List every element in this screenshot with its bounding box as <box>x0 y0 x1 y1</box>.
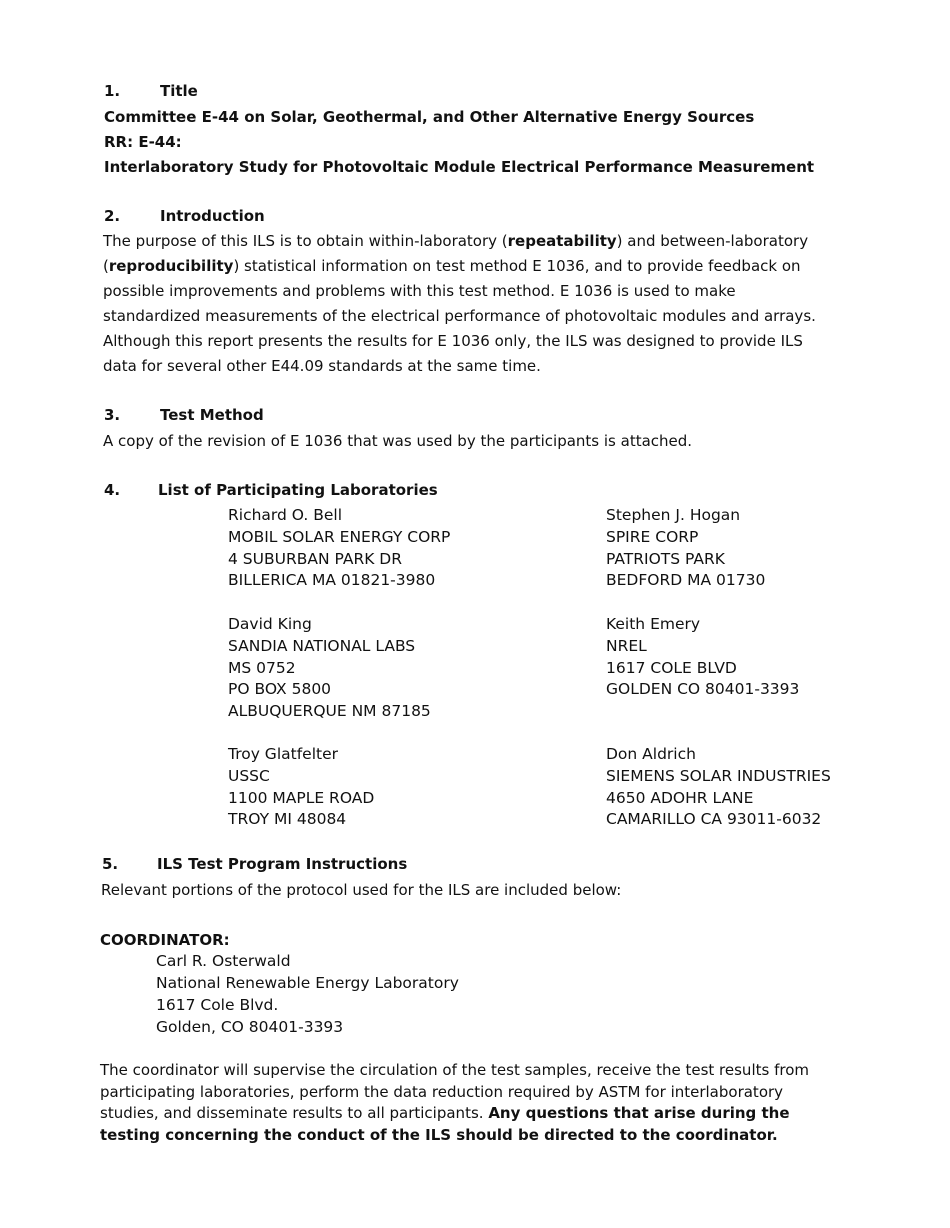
test-method-text: A copy of the revision of E 1036 that was used by the participants is attached. <box>103 432 693 450</box>
address-line: ALBUQUERQUE NM 87185 <box>228 702 431 721</box>
coordinator-line: Golden, CO 80401-3393 <box>156 1018 344 1036</box>
address-line: PO BOX 5800 <box>228 680 332 699</box>
address-line: CAMARILLO CA 93011-6032 <box>606 810 822 829</box>
ils-instructions-text: Relevant portions of the protocol used for the ILS are included below: <box>101 881 622 899</box>
section-2-title: Introduction <box>160 207 265 225</box>
address-line: TROY MI 48084 <box>228 810 347 829</box>
coordinator-line: National Renewable Energy Laboratory <box>156 974 459 992</box>
closing-paragraph <box>100 1060 835 1146</box>
lab-address-hogan <box>606 505 765 592</box>
address-line: Richard O. Bell <box>228 506 342 524</box>
intro-text-1: The purpose of this ILS is to obtain within-laboratory ( <box>103 232 508 250</box>
address-line: MOBIL SOLAR ENERGY CORP <box>228 527 451 546</box>
section-3-title: Test Method <box>160 406 264 424</box>
address-line: SIEMENS SOLAR INDUSTRIES <box>606 766 831 785</box>
address-line: GOLDEN CO 80401-3393 <box>606 680 800 699</box>
intro-text-4: ) statistical information on test method E 1036, and to provide feedback on possible improvements and problems with this test method. E 1036 is used to make standardized measurements of the electrical performance of photovoltaic modules and arrays. Although this report presents the results for E 1036 only, the ILS was designed to provide ILS data for several other E44.09 standards at the same time. <box>103 257 816 375</box>
coordinator-line: 1617 Cole Blvd. <box>156 996 279 1014</box>
address-line: BILLERICA MA 01821-3980 <box>228 571 436 590</box>
lab-address-glatfelter <box>228 744 374 831</box>
lab-address-king <box>228 614 431 723</box>
address-line: 4 SUBURBAN PARK DR <box>228 549 403 568</box>
address-line: Don Aldrich <box>606 745 696 763</box>
reproducibility-term: reproducibility <box>108 257 234 275</box>
intro-text-2: ) and between-laboratory <box>616 232 809 250</box>
closing-bold-text: Any questions that arise during the testing concerning the conduct of the ILS should be directed to the coordinator. <box>100 1104 790 1144</box>
committee-line: Committee E-44 on Solar, Geothermal, and Other Alternative Energy Sources <box>104 108 755 126</box>
repeatability-term: repeatability <box>507 232 617 250</box>
closing-text: The coordinator will supervise the circulation of the test samples, receive the test results from participating laboratories, perform the data reduction required by ASTM for interlaboratory studies, and disseminate results to all participants. <box>100 1061 809 1122</box>
address-line: BEDFORD MA 01730 <box>606 571 766 590</box>
address-line: David King <box>228 615 312 633</box>
lab-address-aldrich <box>606 744 831 831</box>
address-line: MS 0752 <box>228 658 296 677</box>
coordinator-address <box>156 950 459 1038</box>
address-line: Troy Glatfelter <box>228 745 338 763</box>
section-2-number: 2. <box>104 207 121 225</box>
coordinator-line: Carl R. Osterwald <box>156 952 291 970</box>
address-line: 1100 MAPLE ROAD <box>228 788 375 807</box>
section-4-number: 4. <box>104 481 121 499</box>
intro-text-3: ( <box>103 257 109 275</box>
section-1-title: Title <box>160 82 198 100</box>
address-line: 1617 COLE BLVD <box>606 658 737 677</box>
address-line: 4650 ADOHR LANE <box>606 788 754 807</box>
address-line: USSC <box>228 766 270 785</box>
study-title-line: Interlaboratory Study for Photovoltaic Module Electrical Performance Measurement <box>104 158 815 176</box>
address-line: PATRIOTS PARK <box>606 549 725 568</box>
section-5-number: 5. <box>102 855 119 873</box>
address-line: Keith Emery <box>606 615 701 633</box>
rr-line: RR: E-44: <box>104 133 182 151</box>
coordinator-heading: COORDINATOR: <box>100 931 230 949</box>
introduction-paragraph <box>103 229 831 379</box>
address-line: Stephen J. Hogan <box>606 506 741 524</box>
section-4-title: List of Participating Laboratories <box>158 481 438 499</box>
lab-address-bell <box>228 505 450 592</box>
address-line: SPIRE CORP <box>606 527 699 546</box>
section-5-title: ILS Test Program Instructions <box>157 855 408 873</box>
address-line: SANDIA NATIONAL LABS <box>228 636 416 655</box>
lab-address-emery <box>606 614 799 701</box>
section-3-number: 3. <box>104 406 121 424</box>
section-1-number: 1. <box>104 82 121 100</box>
address-line: NREL <box>606 636 647 655</box>
